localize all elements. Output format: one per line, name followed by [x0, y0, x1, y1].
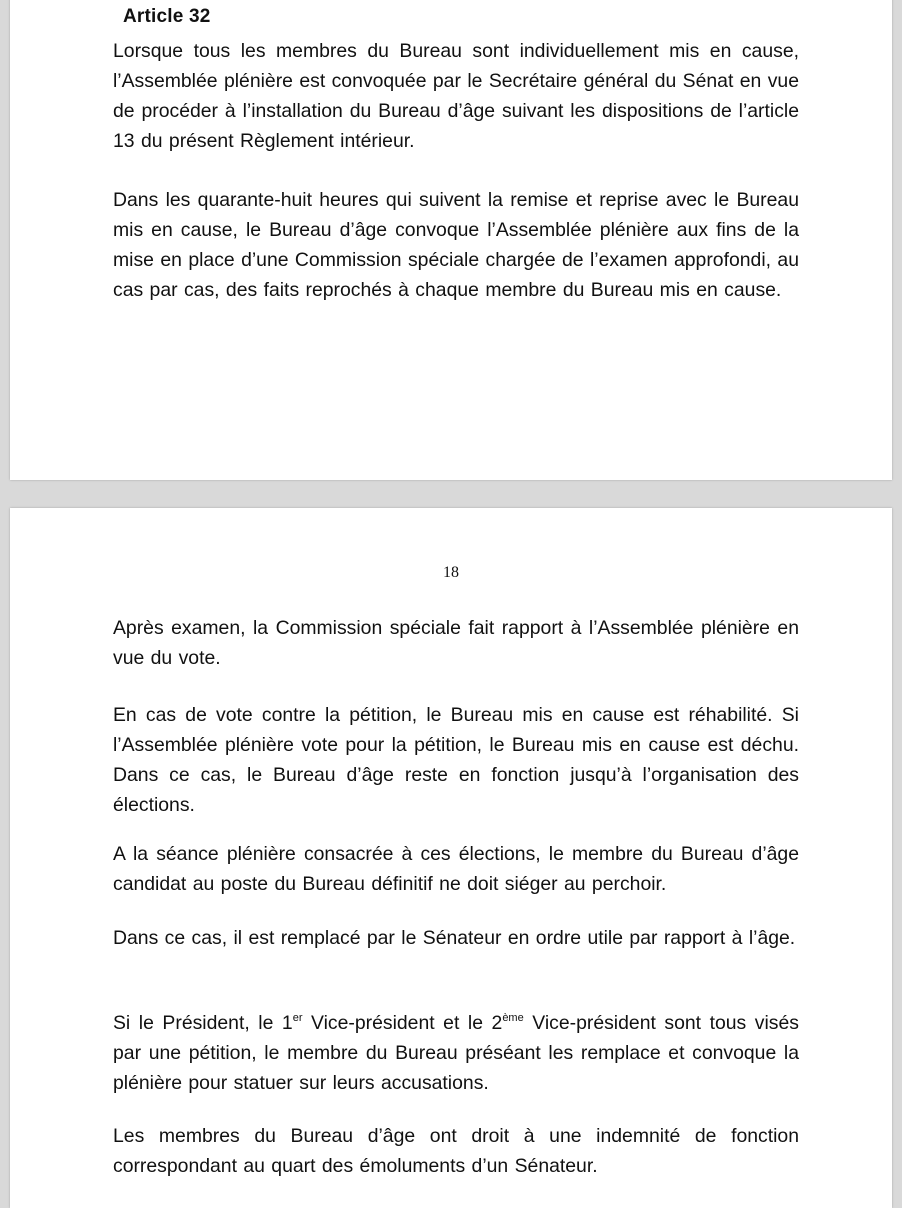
text-segment: Vice-président et le 2: [302, 1012, 503, 1034]
text-segment: Si le Président, le 1: [113, 1012, 293, 1034]
paragraph: A la séance plénière consacrée à ces élections, le membre du Bureau d’âge candidat au poste du Bureau définitif ne doit siéger au perchoir.: [113, 843, 799, 895]
paragraph-vice-presidents: [113, 1008, 799, 1098]
paragraph: Dans les quarante-huit heures qui suivent la remise et reprise avec le Bureau mis en cause, le Bureau d’âge convoque l’Assemblée plénière aux fins de la mise en place d’une Commission spéciale chargée de l’examen approfondi, au cas par cas, des faits reprochés à chaque membre du Bureau mis en cause.: [113, 189, 799, 301]
text-segment: Vice-président sont tous visés par une pétition, le membre du Bureau préséant les remplace et convoque la plénière pour statuer sur leurs accusations.: [113, 1012, 799, 1094]
page-number: 18: [443, 564, 459, 581]
superscript: er: [292, 1012, 303, 1024]
document-page-top: [10, 0, 892, 480]
paragraph: Les membres du Bureau d’âge ont droit à une indemnité de fonction correspondant au quart des émoluments d’un Sénateur.: [113, 1125, 799, 1177]
paragraph: Lorsque tous les membres du Bureau sont individuellement mis en cause, l’Assemblée plénière est convoquée par le Secrétaire général du Sénat en vue de procéder à l’installation du Bureau d’âge suivant les dispositions de l’article 13 du présent Règlement intérieur.: [113, 40, 799, 152]
superscript: ème: [502, 1012, 524, 1024]
paragraph: En cas de vote contre la pétition, le Bureau mis en cause est réhabilité. Si l’Assemblée plénière vote pour la pétition, le Bureau mis en cause est déchu. Dans ce cas, le Bureau d’âge reste en fonction jusqu’à l’organisation des élections.: [113, 704, 799, 816]
document-page-bottom: [10, 508, 892, 1208]
paragraph: Dans ce cas, il est remplacé par le Sénateur en ordre utile par rapport à l’âge.: [113, 927, 796, 949]
paragraph: Après examen, la Commission spéciale fait rapport à l’Assemblée plénière en vue du vote.: [113, 617, 799, 669]
article-title: Article 32: [123, 6, 211, 27]
